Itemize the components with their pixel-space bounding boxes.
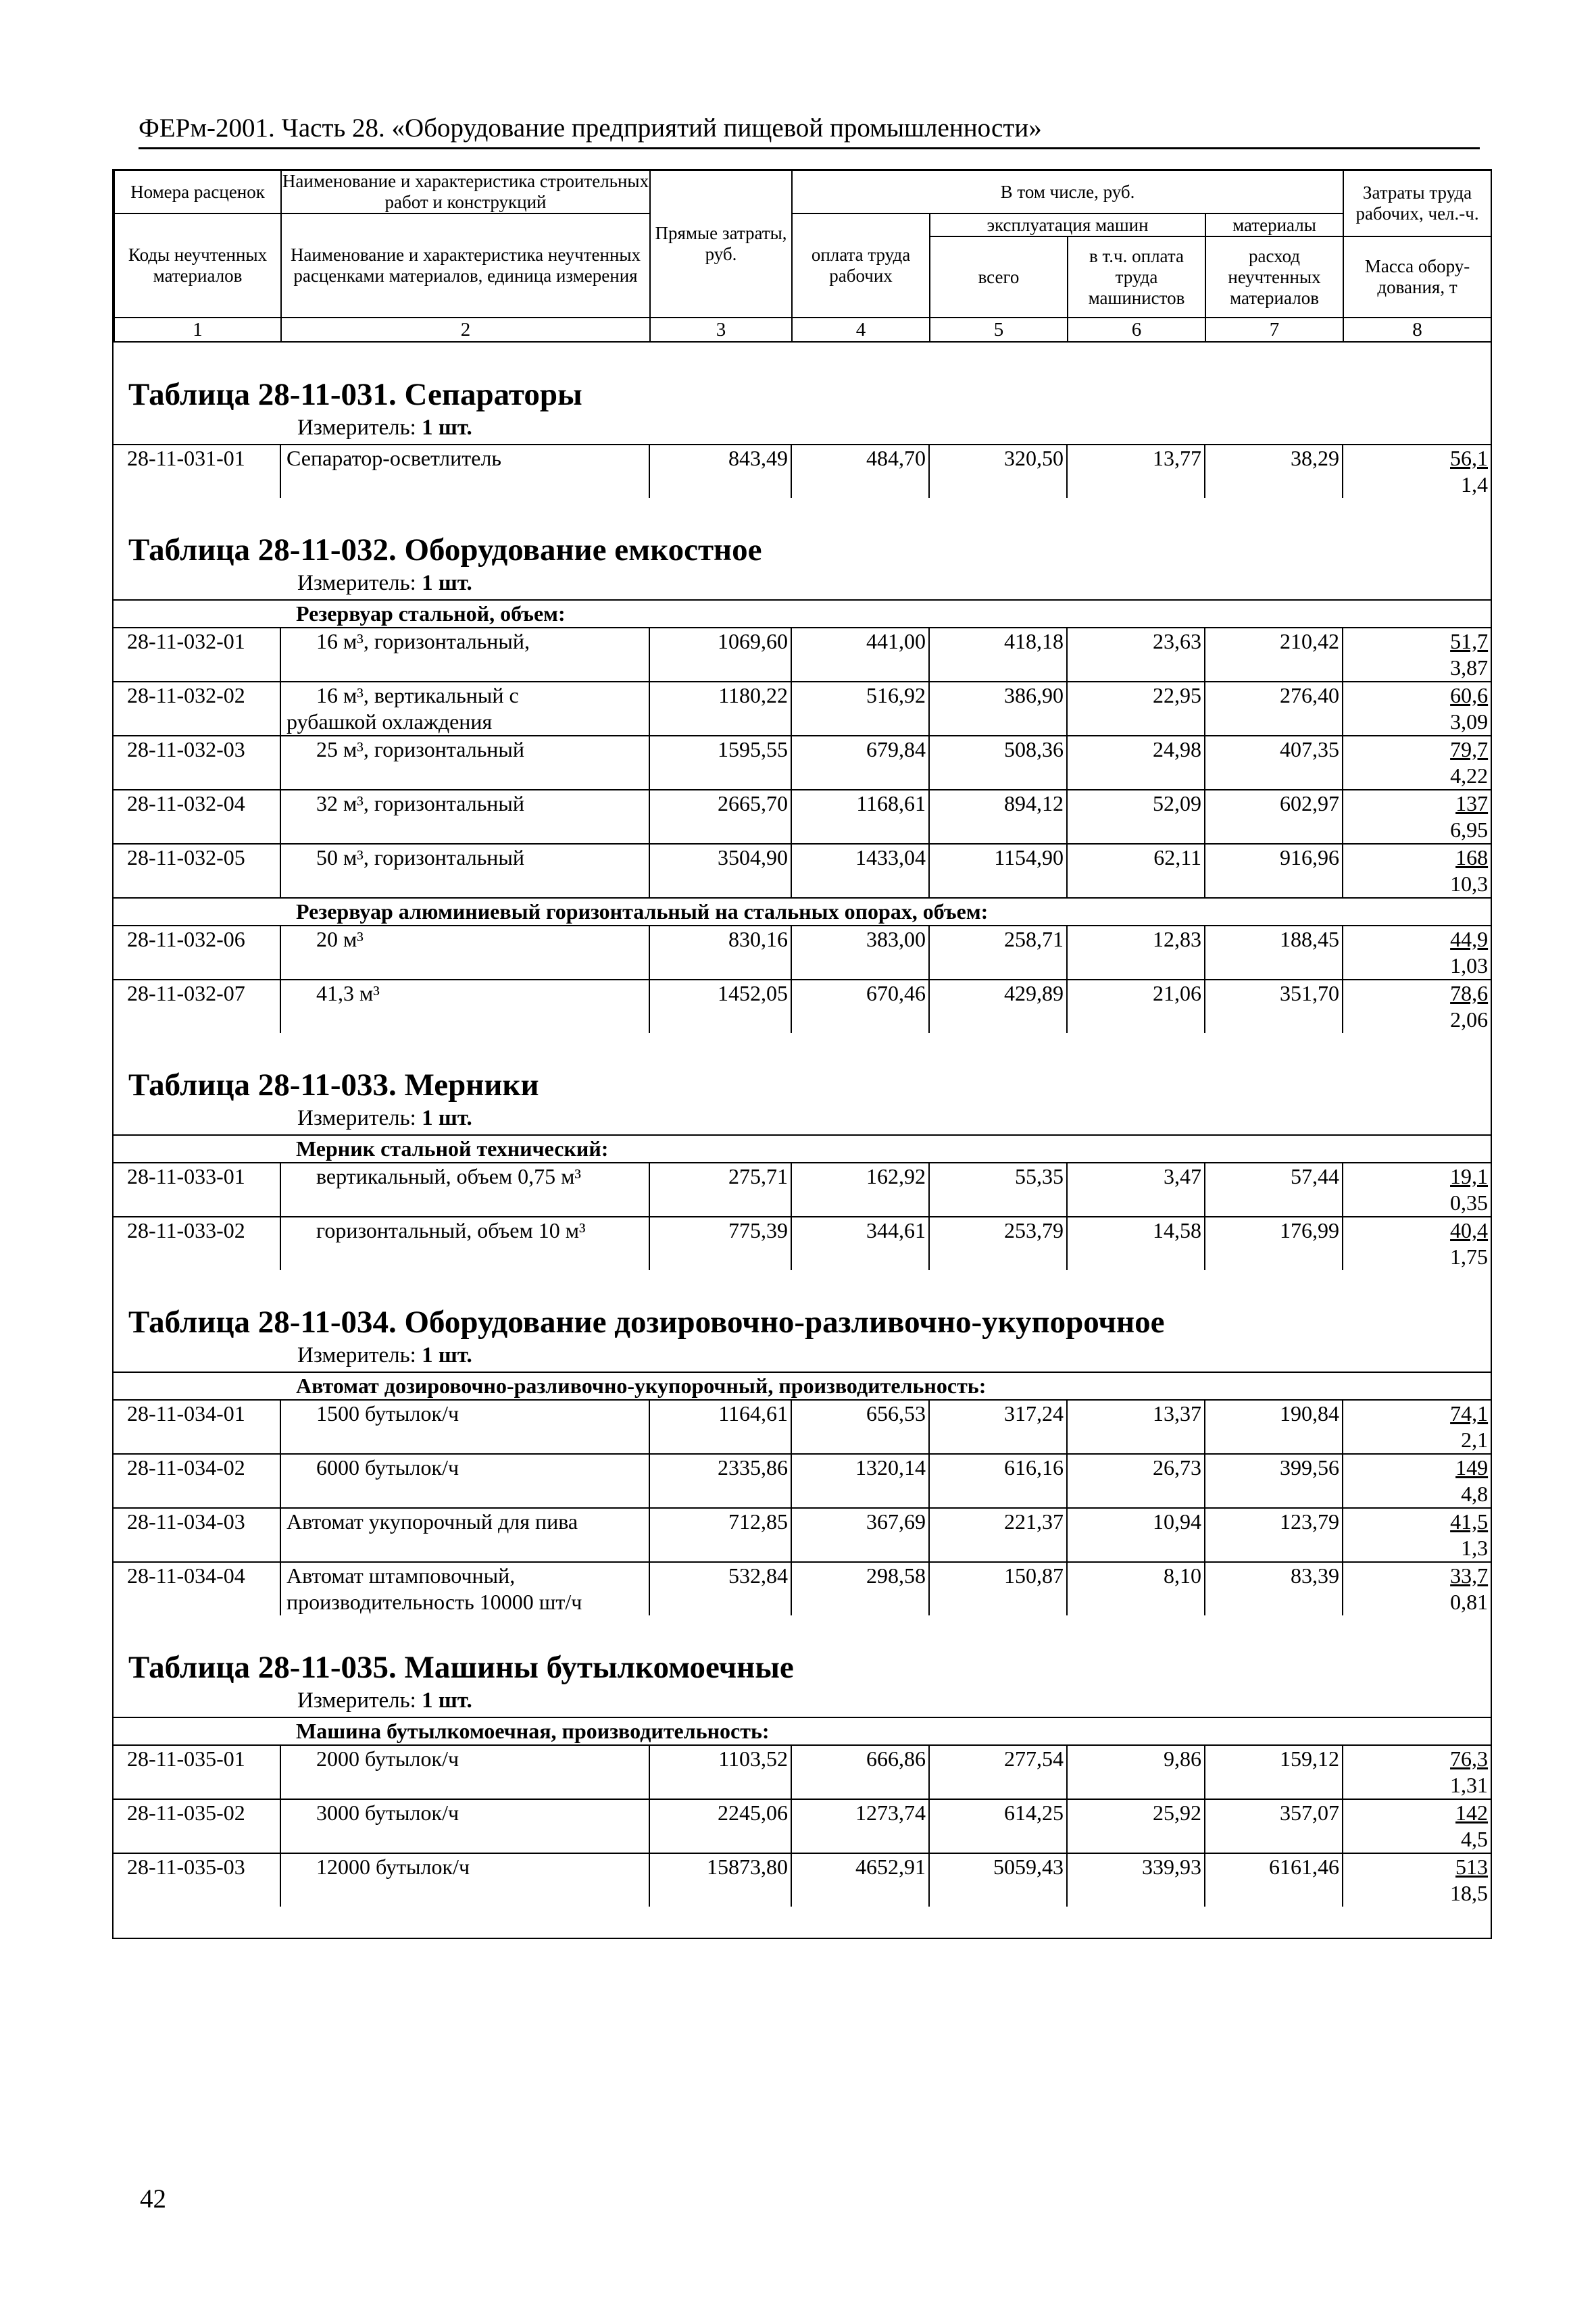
work-name-line: 1500 бутылок/ч: [316, 1401, 459, 1426]
column-header: [114, 169, 1492, 343]
equipment-mass: 6,95: [1450, 818, 1489, 842]
machinist-labor-cost: 24,98: [1067, 736, 1205, 790]
col-labor-header: оплата труда рабочих: [792, 213, 930, 318]
unit-label: Измеритель:: [297, 416, 416, 440]
table-row: [114, 1799, 1491, 1853]
equipment-mass: 0,81: [1450, 1590, 1489, 1614]
direct-cost: 1452,05: [649, 980, 791, 1033]
unit-label: Измеритель:: [297, 571, 416, 595]
col-number: 2: [281, 318, 650, 342]
col-hours-header: Затраты труда рабочих, чел.-ч.: [1343, 170, 1491, 237]
machines-cost: 221,37: [929, 1508, 1067, 1562]
equipment-mass: 2,1: [1461, 1428, 1489, 1452]
machinist-labor-cost: 14,58: [1067, 1217, 1205, 1270]
group-header-row: [114, 600, 1491, 628]
work-name-line: 16 м³, вертикальный с: [316, 683, 519, 707]
equipment-mass: 2,06: [1450, 1007, 1489, 1032]
direct-cost: 2335,86: [649, 1454, 791, 1508]
work-name: [280, 1745, 649, 1799]
table-row: [114, 445, 1491, 498]
labor-and-mass: [1343, 1400, 1491, 1454]
machinist-labor-cost: 3,47: [1067, 1163, 1205, 1217]
machines-cost: 508,36: [929, 736, 1067, 790]
group-header-row: [114, 1135, 1491, 1163]
labor-and-mass: [1343, 790, 1491, 844]
work-name: [280, 1799, 649, 1853]
machinist-labor-cost: 22,95: [1067, 682, 1205, 736]
machinist-labor-cost: 9,86: [1067, 1745, 1205, 1799]
labor-cost: 656,53: [791, 1400, 929, 1454]
labor-cost: 383,00: [791, 926, 929, 980]
rate-code: 28-11-034-02: [114, 1454, 280, 1508]
norm-table: [114, 599, 1491, 1033]
work-name: [280, 736, 649, 790]
col-number: 6: [1068, 318, 1205, 342]
direct-cost: 1595,55: [649, 736, 791, 790]
machines-cost: 616,16: [929, 1454, 1067, 1508]
work-name-line: 16 м³, горизонтальный,: [316, 629, 530, 653]
direct-cost: 1069,60: [649, 628, 791, 682]
labor-and-mass: [1343, 682, 1491, 736]
group-header-row: [114, 1717, 1491, 1745]
work-name: [280, 682, 649, 736]
col-direct-header: Прямые затраты, руб.: [650, 170, 792, 318]
table-row: [114, 1745, 1491, 1799]
labor-cost: 516,92: [791, 682, 929, 736]
col-number: 8: [1343, 318, 1491, 342]
machines-cost: 5059,43: [929, 1853, 1067, 1907]
labor-and-mass: [1343, 1508, 1491, 1562]
table-row: [114, 926, 1491, 980]
machines-cost: 1154,90: [929, 844, 1067, 898]
table-title: Таблица 28-11-035. Машины бутылкомоечные: [128, 1650, 794, 1685]
materials-cost: 159,12: [1205, 1745, 1343, 1799]
labor-and-mass: [1343, 1454, 1491, 1508]
page-header: ФЕРм-2001. Часть 28. «Оборудование предприятий пищевой промышленности»: [139, 114, 1480, 149]
equipment-mass: 4,5: [1461, 1827, 1489, 1851]
labor-cost: 666,86: [791, 1745, 929, 1799]
materials-cost: 188,45: [1205, 926, 1343, 980]
materials-cost: 38,29: [1205, 445, 1343, 498]
equipment-mass: 1,4: [1461, 472, 1488, 497]
work-name-line: горизонтальный, объем 10 м³: [316, 1218, 586, 1242]
direct-cost: 1180,22: [649, 682, 791, 736]
labor-cost: 298,58: [791, 1562, 929, 1615]
group-label: Машина бутылкомоечная, производительность:: [114, 1717, 1491, 1745]
labor-and-mass: [1343, 1562, 1491, 1615]
rates-sheet: [112, 169, 1492, 1939]
unit-value: 1 шт.: [422, 416, 472, 440]
labor-and-mass: [1343, 926, 1491, 980]
work-name: [280, 1454, 649, 1508]
unit-value: 1 шт.: [422, 1106, 472, 1130]
table-row: [114, 1400, 1491, 1454]
labor-cost: 4652,91: [791, 1853, 929, 1907]
machinist-labor-cost: 26,73: [1067, 1454, 1205, 1508]
col-number: 4: [792, 318, 930, 342]
table-row: [114, 1853, 1491, 1907]
labor-and-mass: [1343, 1853, 1491, 1907]
machines-cost: 55,35: [929, 1163, 1067, 1217]
labor-and-mass: [1343, 736, 1491, 790]
labor-hours: 44,9: [1450, 927, 1489, 951]
work-name-line: 32 м³, горизонтальный: [316, 791, 525, 815]
machinist-labor-cost: 339,93: [1067, 1853, 1205, 1907]
unit-value: 1 шт.: [422, 571, 472, 595]
direct-cost: 3504,90: [649, 844, 791, 898]
unit-line: [114, 1103, 1491, 1134]
machines-cost: 150,87: [929, 1562, 1067, 1615]
table-row: [114, 736, 1491, 790]
machines-cost: 320,50: [929, 445, 1067, 498]
col-number: 7: [1205, 318, 1343, 342]
rate-code: 28-11-032-03: [114, 736, 280, 790]
labor-cost: 1168,61: [791, 790, 929, 844]
group-label: Автомат дозировочно-разливочно-укупорочный, производительность:: [114, 1372, 1491, 1400]
materials-cost: 210,42: [1205, 628, 1343, 682]
rate-code: 28-11-035-03: [114, 1853, 280, 1907]
materials-cost: 123,79: [1205, 1508, 1343, 1562]
machines-cost: 614,25: [929, 1799, 1067, 1853]
materials-cost: 6161,46: [1205, 1853, 1343, 1907]
equipment-mass: 1,75: [1450, 1244, 1489, 1269]
labor-cost: 344,61: [791, 1217, 929, 1270]
labor-cost: 367,69: [791, 1508, 929, 1562]
work-name-line: Автомат штамповочный,: [286, 1563, 516, 1588]
table-title: Таблица 28-11-031. Сепараторы: [128, 377, 582, 412]
equipment-mass: 4,8: [1461, 1482, 1489, 1506]
materials-cost: 190,84: [1205, 1400, 1343, 1454]
labor-cost: 441,00: [791, 628, 929, 682]
labor-and-mass: [1343, 445, 1491, 498]
work-name-line: 25 м³, горизонтальный: [316, 737, 525, 761]
work-name-line: 12000 бутылок/ч: [316, 1855, 470, 1879]
machinist-labor-cost: 21,06: [1067, 980, 1205, 1033]
labor-and-mass: [1343, 980, 1491, 1033]
work-name-line: 41,3 м³: [316, 981, 380, 1005]
work-name: [280, 1163, 649, 1217]
labor-cost: 679,84: [791, 736, 929, 790]
equipment-mass: 4,22: [1450, 763, 1489, 788]
work-name-line: 50 м³, горизонтальный: [316, 845, 525, 870]
col-material-use-header: расход неучтенных материалов: [1205, 236, 1343, 318]
work-name: [280, 1562, 649, 1615]
rate-code: 28-11-032-07: [114, 980, 280, 1033]
work-name-line: 20 м³: [316, 927, 364, 951]
materials-cost: 351,70: [1205, 980, 1343, 1033]
direct-cost: 15873,80: [649, 1853, 791, 1907]
machinist-labor-cost: 25,92: [1067, 1799, 1205, 1853]
norm-table: [114, 1372, 1491, 1615]
table-row: [114, 1163, 1491, 1217]
machinist-labor-cost: 12,83: [1067, 926, 1205, 980]
machines-cost: 253,79: [929, 1217, 1067, 1270]
col-incl-header: В том числе, руб.: [792, 170, 1343, 214]
col-material-name-header: Наименование и характеристика неучтенных расценками материалов, единица измерения: [281, 213, 650, 318]
work-name-line: вертикальный, объем 0,75 м³: [316, 1164, 581, 1188]
machinist-labor-cost: 10,94: [1067, 1508, 1205, 1562]
labor-cost: 670,46: [791, 980, 929, 1033]
labor-and-mass: [1343, 1799, 1491, 1853]
unit-label: Измеритель:: [297, 1343, 416, 1367]
rate-code: 28-11-033-01: [114, 1163, 280, 1217]
col-machines-header: эксплуатация машин: [930, 213, 1205, 236]
equipment-mass: 3,09: [1450, 709, 1489, 734]
table-row: [114, 844, 1491, 898]
unit-line: [114, 413, 1491, 444]
group-label: Мерник стальной технический:: [114, 1135, 1491, 1163]
equipment-mass: 10,3: [1450, 872, 1489, 896]
rate-code: 28-11-035-01: [114, 1745, 280, 1799]
equipment-mass: 1,31: [1450, 1773, 1489, 1797]
labor-hours: 168: [1455, 845, 1489, 870]
labor-hours: 76,3: [1450, 1746, 1489, 1771]
table-row: [114, 1217, 1491, 1270]
rate-code: 28-11-034-03: [114, 1508, 280, 1562]
rate-code: 28-11-032-01: [114, 628, 280, 682]
rate-code: 28-11-032-02: [114, 682, 280, 736]
group-label: Резервуар стальной, объем:: [114, 600, 1491, 628]
labor-hours: 40,4: [1450, 1218, 1489, 1242]
norm-table-section: [114, 1270, 1491, 1615]
labor-hours: 60,6: [1450, 683, 1489, 707]
machines-cost: 277,54: [929, 1745, 1067, 1799]
unit-value: 1 шт.: [422, 1688, 472, 1713]
table-row: [114, 682, 1491, 736]
labor-hours: 33,7: [1450, 1563, 1489, 1588]
direct-cost: 775,39: [649, 1217, 791, 1270]
work-name-line: 2000 бутылок/ч: [316, 1746, 459, 1771]
work-name-line: Автомат укупорочный для пива: [286, 1509, 578, 1534]
col-number: 3: [650, 318, 792, 342]
work-name-line: Сепаратор-осветлитель: [286, 446, 502, 470]
equipment-mass: 1,3: [1461, 1536, 1489, 1560]
rate-code: 28-11-032-05: [114, 844, 280, 898]
rate-code: 28-11-035-02: [114, 1799, 280, 1853]
work-name: [280, 1508, 649, 1562]
col-number: 5: [930, 318, 1068, 342]
labor-and-mass: [1343, 628, 1491, 682]
equipment-mass: 0,35: [1450, 1190, 1489, 1215]
work-name: [280, 980, 649, 1033]
labor-and-mass: [1343, 1217, 1491, 1270]
direct-cost: 2665,70: [649, 790, 791, 844]
labor-hours: 19,1: [1450, 1164, 1489, 1188]
group-label: Резервуар алюминиевый горизонтальный на стальных опорах, объем:: [114, 898, 1491, 926]
materials-cost: 176,99: [1205, 1217, 1343, 1270]
labor-cost: 484,70: [791, 445, 929, 498]
rate-code: 28-11-033-02: [114, 1217, 280, 1270]
materials-cost: 57,44: [1205, 1163, 1343, 1217]
col-number: 1: [114, 318, 281, 342]
page-number: 42: [140, 2184, 166, 2213]
work-name-line: рубашкой охлаждения: [286, 709, 493, 734]
labor-hours: 513: [1455, 1855, 1489, 1879]
table-row: [114, 790, 1491, 844]
table-row: [114, 980, 1491, 1033]
materials-cost: 83,39: [1205, 1562, 1343, 1615]
materials-cost: 357,07: [1205, 1799, 1343, 1853]
labor-and-mass: [1343, 1745, 1491, 1799]
col-name-header: Наименование и характеристика строительных работ и конструкций: [282, 171, 649, 212]
norm-table: [114, 1717, 1491, 1907]
materials-cost: 916,96: [1205, 844, 1343, 898]
sections-container: [114, 343, 1491, 1907]
machinist-labor-cost: 13,37: [1067, 1400, 1205, 1454]
labor-and-mass: [1343, 1163, 1491, 1217]
group-header-row: [114, 1372, 1491, 1400]
col-mach-total-header: всего: [930, 236, 1068, 318]
machinist-labor-cost: 8,10: [1067, 1562, 1205, 1615]
unit-line: [114, 1686, 1491, 1717]
table-title: Таблица 28-11-033. Мерники: [128, 1067, 539, 1103]
materials-cost: 407,35: [1205, 736, 1343, 790]
labor-hours: 41,5: [1450, 1509, 1489, 1534]
work-name: [280, 844, 649, 898]
rate-code: 28-11-032-06: [114, 926, 280, 980]
col-codes-header: Номера расценок: [114, 170, 281, 214]
work-name: [280, 926, 649, 980]
labor-and-mass: [1343, 844, 1491, 898]
table-row: [114, 1508, 1491, 1562]
direct-cost: 1103,52: [649, 1745, 791, 1799]
direct-cost: 712,85: [649, 1508, 791, 1562]
work-name: [280, 790, 649, 844]
table-title: Таблица 28-11-034. Оборудование дозировочно-разливочно-укупорочное: [128, 1305, 1165, 1340]
direct-cost: 532,84: [649, 1562, 791, 1615]
materials-cost: 602,97: [1205, 790, 1343, 844]
machinist-labor-cost: 23,63: [1067, 628, 1205, 682]
labor-cost: 162,92: [791, 1163, 929, 1217]
equipment-mass: 3,87: [1450, 655, 1489, 680]
work-name: [280, 1853, 649, 1907]
norm-table-section: [114, 1615, 1491, 1907]
col-mass-header: Масса обору-дования, т: [1343, 236, 1491, 318]
work-name: [280, 445, 649, 498]
machinist-labor-cost: 62,11: [1067, 844, 1205, 898]
work-name: [280, 1217, 649, 1270]
direct-cost: 275,71: [649, 1163, 791, 1217]
labor-hours: 51,7: [1450, 629, 1489, 653]
labor-cost: 1433,04: [791, 844, 929, 898]
unit-label: Измеритель:: [297, 1688, 416, 1713]
table-row: [114, 1454, 1491, 1508]
column-numbers-row: [114, 318, 1491, 342]
materials-cost: 276,40: [1205, 682, 1343, 736]
direct-cost: 830,16: [649, 926, 791, 980]
machines-cost: 418,18: [929, 628, 1067, 682]
group-header-row: [114, 898, 1491, 926]
unit-line: [114, 1340, 1491, 1372]
norm-table: [114, 444, 1491, 498]
work-name-line: 3000 бутылок/ч: [316, 1801, 459, 1825]
labor-hours: 79,7: [1450, 737, 1489, 761]
equipment-mass: 18,5: [1450, 1881, 1489, 1905]
work-name-line: 6000 бутылок/ч: [316, 1455, 459, 1480]
machines-cost: 258,71: [929, 926, 1067, 980]
norm-table: [114, 1134, 1491, 1270]
norm-table-section: [114, 498, 1491, 1033]
rate-code: 28-11-032-04: [114, 790, 280, 844]
machines-cost: 894,12: [929, 790, 1067, 844]
machines-cost: 386,90: [929, 682, 1067, 736]
materials-cost: 399,56: [1205, 1454, 1343, 1508]
rate-code: 28-11-034-01: [114, 1400, 280, 1454]
unit-line: [114, 568, 1491, 599]
rate-code: 28-11-034-04: [114, 1562, 280, 1615]
equipment-mass: 1,03: [1450, 953, 1489, 978]
table-row: [114, 1562, 1491, 1615]
labor-hours: 137: [1455, 791, 1489, 815]
norm-table-section: [114, 1033, 1491, 1270]
unit-label: Измеритель:: [297, 1106, 416, 1130]
machines-cost: 317,24: [929, 1400, 1067, 1454]
direct-cost: 2245,06: [649, 1799, 791, 1853]
labor-hours: 142: [1455, 1801, 1489, 1825]
rate-code: 28-11-031-01: [114, 445, 280, 498]
machinist-labor-cost: 13,77: [1067, 445, 1205, 498]
labor-hours: 149: [1455, 1455, 1489, 1480]
direct-cost: 1164,61: [649, 1400, 791, 1454]
labor-hours: 74,1: [1450, 1401, 1489, 1426]
labor-cost: 1320,14: [791, 1454, 929, 1508]
unit-value: 1 шт.: [422, 1343, 472, 1367]
work-name: [280, 628, 649, 682]
norm-table-section: [114, 343, 1491, 498]
table-title: Таблица 28-11-032. Оборудование емкостное: [128, 532, 762, 568]
labor-cost: 1273,74: [791, 1799, 929, 1853]
machinist-labor-cost: 52,09: [1067, 790, 1205, 844]
table-row: [114, 628, 1491, 682]
labor-hours: 78,6: [1450, 981, 1489, 1005]
col-material-codes-header: Коды неучтенных материалов: [114, 213, 281, 318]
col-materials-header: материалы: [1205, 213, 1343, 236]
work-name: [280, 1400, 649, 1454]
machines-cost: 429,89: [929, 980, 1067, 1033]
col-mach-labor-header: в т.ч. оплата труда машинистов: [1068, 236, 1205, 318]
labor-hours: 56,1: [1450, 446, 1488, 470]
direct-cost: 843,49: [649, 445, 791, 498]
work-name-line: производительность 10000 шт/ч: [286, 1590, 582, 1614]
